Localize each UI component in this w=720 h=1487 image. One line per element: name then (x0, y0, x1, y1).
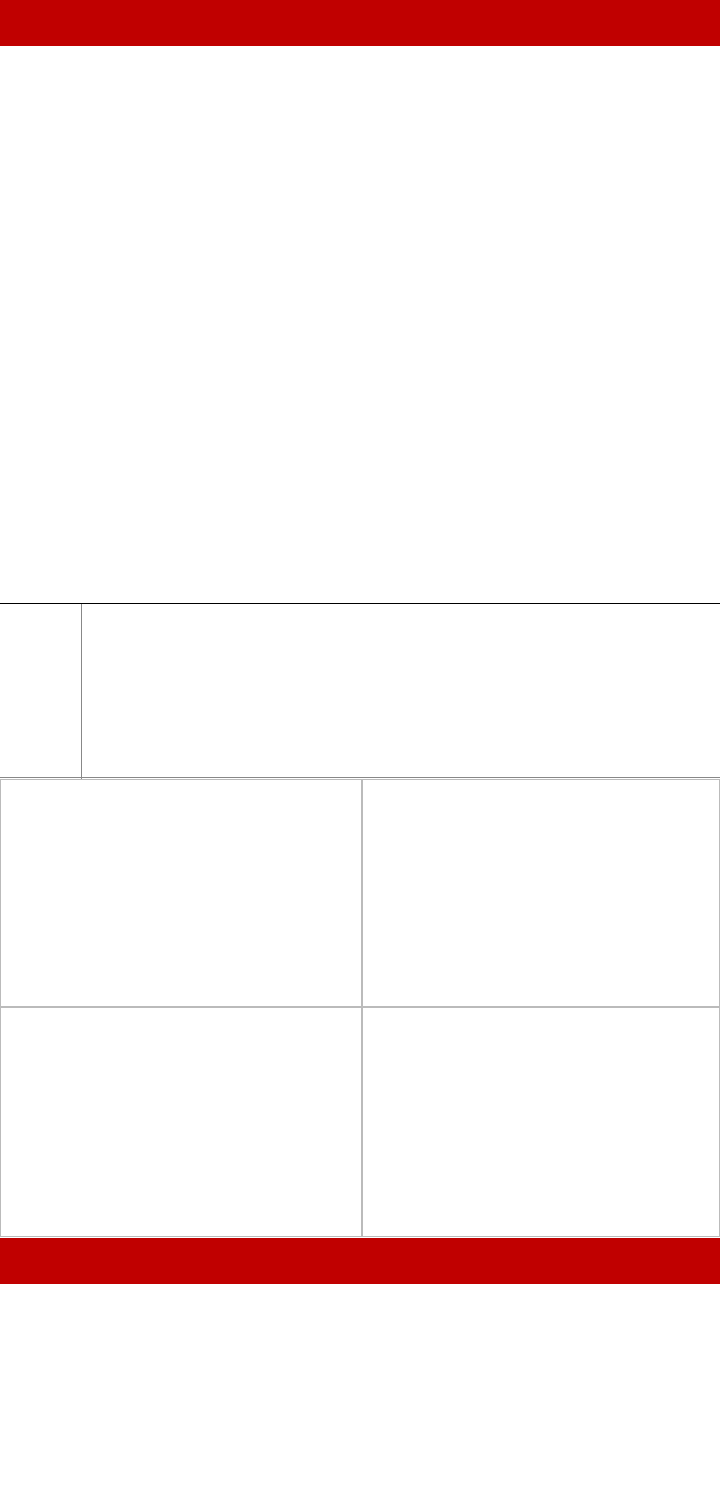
chart-cost-profit (0, 1007, 362, 1237)
view-section (0, 603, 720, 778)
report-header (0, 0, 720, 28)
chart-price (0, 779, 362, 1007)
chart-spread (362, 779, 720, 1007)
chart-inventory (362, 1007, 720, 1237)
col-unit (282, 28, 372, 46)
col-change (544, 28, 630, 46)
risk-notice (0, 28, 282, 46)
view-label (0, 604, 82, 779)
analyst-footer (0, 1238, 720, 1284)
col-pct (630, 28, 720, 46)
col-date1 (372, 28, 458, 46)
table-header-row (0, 28, 720, 46)
col-date2 (458, 28, 544, 46)
